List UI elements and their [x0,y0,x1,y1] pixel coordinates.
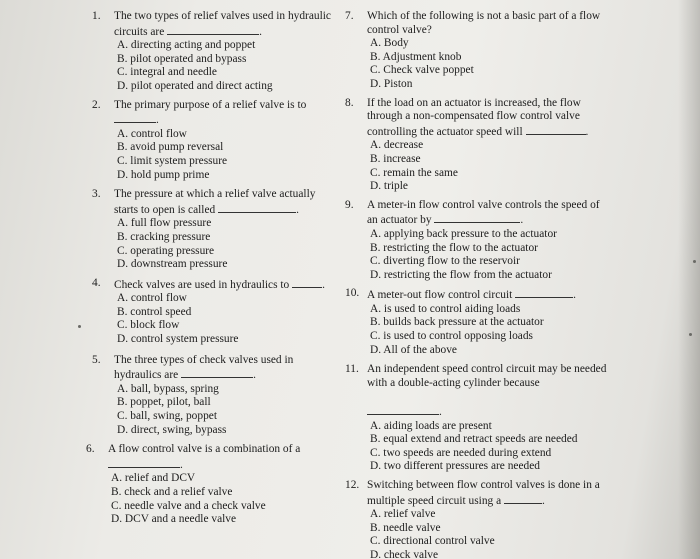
answer-options [114,383,342,437]
question-number: 5. [92,353,101,366]
option-b: B. control speed [117,305,192,318]
option-a: A. control flow [117,127,187,140]
option-d: D. pilot operated and direct acting [117,79,273,92]
question-number: 7. [345,10,354,22]
question-stem: A meter-out flow control circuit . [367,289,576,302]
option-a: A. relief and DCV [111,472,196,485]
question-stem: The three types of check valves used in hydraulics are . [114,353,294,382]
question-stem: An independent speed control circuit may be needed with a double-acting cylinder because . [367,363,607,419]
answer-options [114,128,342,182]
question-8 [345,97,607,194]
answer-blank [218,202,296,213]
question-stem: The two types of relief valves used in hydraulic circuits are . [114,10,331,38]
option-c: C. Check valve poppet [370,64,474,77]
question-4 [92,277,342,347]
option-b: B. check and a relief valve [111,486,233,498]
question-stem: If the load on an actuator is increased, the flow through a non-compensated flow control valve controlling the actuator speed will . [367,96,589,138]
question-7 [345,10,607,92]
question-6 [86,443,342,527]
option-d: D. two different pressures are needed [370,460,540,473]
answer-options [367,303,607,357]
option-c: C. directional control valve [370,535,495,548]
answer-blank [181,367,253,378]
option-d: D. control system pressure [117,333,239,346]
question-number: 8. [345,96,354,109]
answer-options [114,217,342,271]
answer-blank [367,404,439,415]
option-b: B. restricting the flow to the actuator [370,241,538,254]
question-stem: A flow control valve is a combination of a . [108,443,301,471]
option-a: A. control flow [117,292,187,305]
answer-options [114,39,342,93]
question-number: 4. [92,276,101,289]
option-a: A. relief valve [370,508,436,521]
question-1 [92,10,342,94]
question-stem: Which of the following is not a basic part of a flow control valve? [367,10,601,36]
question-number: 3. [92,188,101,201]
option-c: C. block flow [117,319,180,332]
question-2 [92,99,342,183]
option-d: D. DCV and a needle valve [111,513,237,526]
option-a: A. full flow pressure [117,217,212,230]
option-d: D. All of the above [370,343,457,356]
left-question-column [86,10,342,527]
option-c: C. remain the same [370,166,458,179]
option-b: B. Adjustment knob [370,50,462,63]
option-a: A. Body [370,37,409,50]
option-d: D. restricting the flow from the actuator [370,268,552,281]
answer-blank [167,24,259,35]
option-d: D. triple [370,180,408,193]
answer-blank [292,277,322,288]
paper-speck [78,325,81,328]
page-shadow-edge [678,0,700,559]
answer-options [367,228,607,282]
question-number: 11. [345,363,359,376]
answer-options [367,420,607,474]
option-b: B. cracking pressure [117,230,211,243]
option-d: D. downstream pressure [117,258,228,271]
question-9 [345,199,607,283]
option-a: A. aiding loads are present [370,419,492,432]
option-a: A. applying back pressure to the actuator [370,227,557,240]
answer-blank [504,493,542,504]
paper-speck [693,260,696,263]
option-b: B. increase [370,152,421,165]
answer-blank [108,457,180,468]
answer-options [367,37,607,91]
question-5 [92,354,342,438]
option-b: B. needle valve [370,521,441,534]
option-a: A. ball, bypass, spring [117,382,219,395]
option-b: B. poppet, pilot, ball [117,396,211,409]
question-11 [345,363,607,474]
question-stem: A meter-in flow control valve controls the speed of an actuator by . [367,198,600,227]
answer-options [108,472,342,526]
option-c: C. is used to control opposing loads [370,330,533,343]
answer-options [367,508,607,559]
option-d: D. Piston [370,77,413,90]
answer-blank [434,212,520,223]
question-stem: The primary purpose of a relief valve is to . [114,98,307,127]
question-stem: The pressure at which a relief valve actually starts to open is called . [114,188,316,216]
option-d: D. hold pump prime [117,168,210,181]
option-c: C. operating pressure [117,244,215,257]
answer-blank [526,124,586,135]
option-b: B. pilot operated and bypass [117,52,247,65]
question-number: 6. [86,443,95,456]
question-number: 10. [345,287,360,300]
question-number: 2. [92,98,101,111]
option-a: A. directing acting and poppet [117,39,256,52]
option-a: A. is used to control aiding loads [370,302,521,315]
question-3 [92,188,342,272]
question-stem: Check valves are used in hydraulics to . [114,278,325,291]
question-stem: Switching between flow control valves is done in a multiple speed circuit using a . [367,479,600,507]
question-number: 12. [345,479,360,491]
question-10 [345,287,607,357]
answer-options [114,292,342,346]
option-b: B. builds back pressure at the actuator [370,316,544,329]
question-number: 9. [345,198,354,211]
option-a: A. decrease [370,139,424,152]
option-c: C. needle valve and a check valve [111,499,266,512]
option-c: C. limit system pressure [117,154,228,167]
question-number: 1. [92,10,101,22]
answer-options [367,139,607,193]
option-c: C. integral and needle [117,66,217,79]
paper-speck [689,333,692,336]
option-b: B. equal extend and retract speeds are needed [370,433,578,446]
option-c: C. diverting flow to the reservoir [370,255,520,268]
answer-blank [114,112,156,123]
answer-blank [515,287,573,298]
option-c: C. ball, swing, poppet [117,410,217,423]
option-d: D. check valve [370,548,438,559]
option-b: B. avoid pump reversal [117,141,224,154]
right-question-column [345,10,607,559]
question-12 [345,479,607,559]
option-d: D. direct, swing, bypass [117,423,227,436]
option-c: C. two speeds are needed during extend [370,446,552,459]
